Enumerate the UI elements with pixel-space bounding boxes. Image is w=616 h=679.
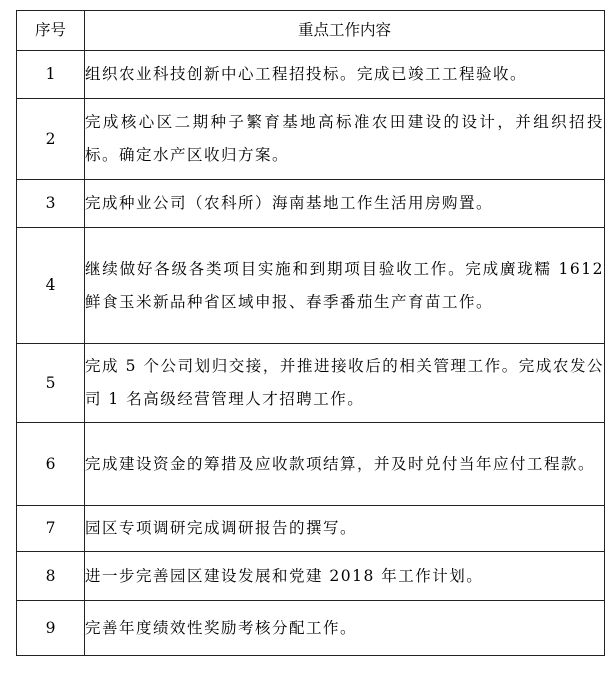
table-header-row xyxy=(17,11,605,51)
row-content: 进一步完善园区建设发展和党建 2018 年工作计划。 xyxy=(85,552,605,601)
row-content: 园区专项调研完成调研报告的撰写。 xyxy=(85,506,605,552)
row-content: 完成种业公司（农科所）海南基地工作生活用房购置。 xyxy=(85,180,605,228)
row-number: 5 xyxy=(17,344,85,423)
row-content: 完善年度绩效性奖励考核分配工作。 xyxy=(85,601,605,656)
table-row xyxy=(17,228,605,344)
table-row xyxy=(17,423,605,506)
table-row xyxy=(17,99,605,180)
row-content: 完成建设资金的筹措及应收款项结算，并及时兑付当年应付工程款。 xyxy=(85,423,605,506)
row-content: 继续做好各级各类项目实施和到期项目验收工作。完成廣珑糯 1612 鲜食玉米新品种省区域申报、春季番茄生产育苗工作。 xyxy=(85,228,605,344)
row-number: 4 xyxy=(17,228,85,344)
work-plan-table xyxy=(16,10,605,656)
header-work-content: 重点工作内容 xyxy=(85,11,605,51)
row-number: 2 xyxy=(17,99,85,180)
row-content: 组织农业科技创新中心工程招投标。完成已竣工工程验收。 xyxy=(85,51,605,99)
header-serial-number: 序号 xyxy=(17,11,85,51)
table-row xyxy=(17,344,605,423)
table-row xyxy=(17,601,605,656)
row-content: 完成 5 个公司划归交接，并推进接收后的相关管理工作。完成农发公司 1 名高级经营管理人才招聘工作。 xyxy=(85,344,605,423)
table-row xyxy=(17,180,605,228)
row-number: 3 xyxy=(17,180,85,228)
row-number: 9 xyxy=(17,601,85,656)
row-content: 完成核心区二期种子繁育基地高标准农田建设的设计，并组织招投标。确定水产区收归方案。 xyxy=(85,99,605,180)
table-row xyxy=(17,506,605,552)
row-number: 7 xyxy=(17,506,85,552)
row-number: 1 xyxy=(17,51,85,99)
row-number: 8 xyxy=(17,552,85,601)
row-number: 6 xyxy=(17,423,85,506)
table-row xyxy=(17,552,605,601)
table-row xyxy=(17,51,605,99)
